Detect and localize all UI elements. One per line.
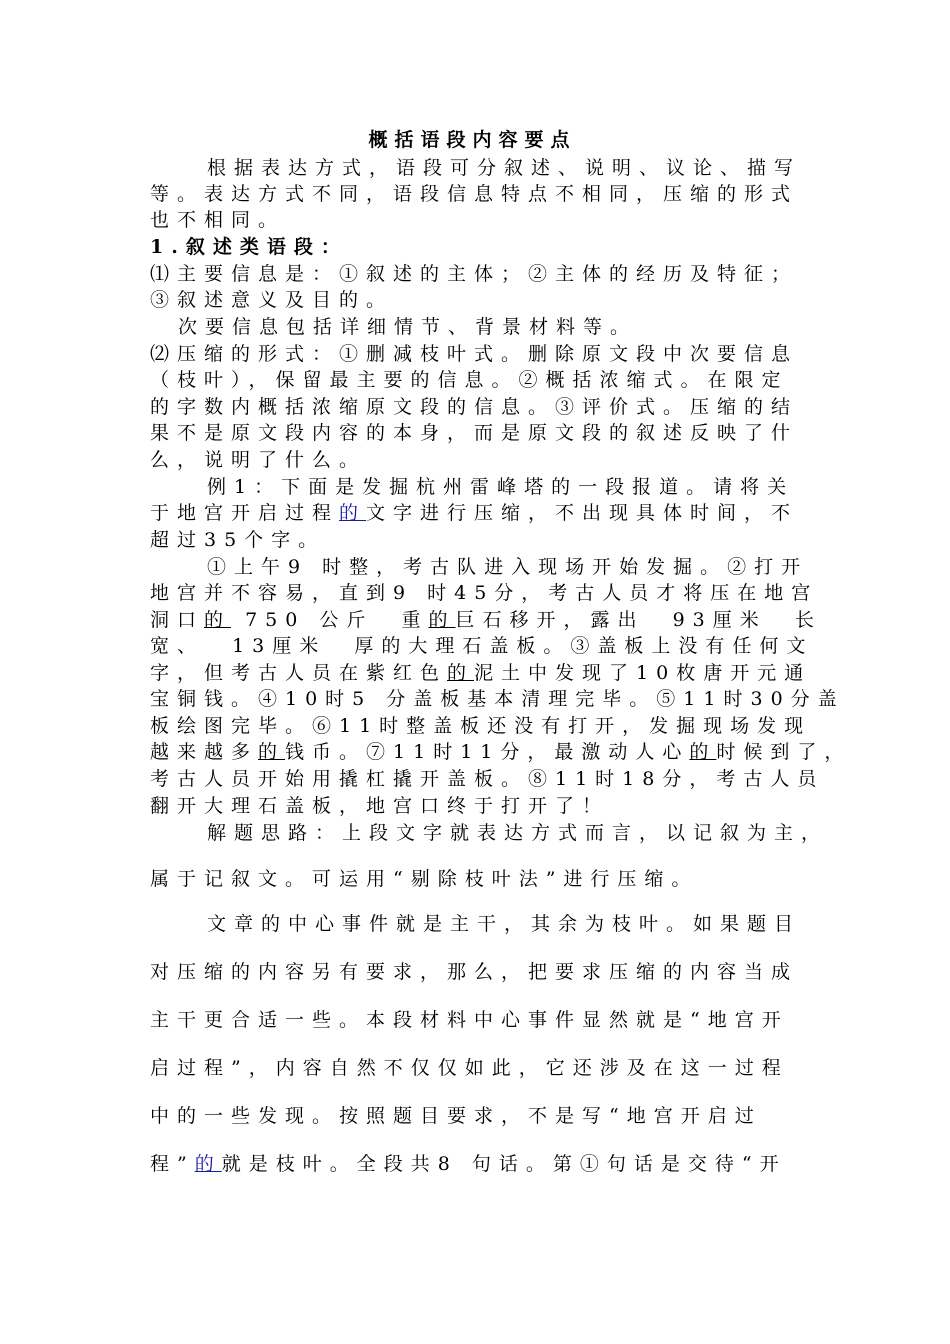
passage-line: 考古人员开始用撬杠撬开盖板。⑧11时18分，考古人员	[150, 768, 825, 790]
analysis-line: 文章的中心事件就是主干，其余为枝叶。如果题目	[207, 913, 802, 935]
text-span: 程”	[150, 1153, 195, 1175]
text-span: 于地宫开启过程	[150, 502, 340, 524]
example-line: 例1：下面是发掘杭州雷峰塔的一段报道。请将关	[207, 476, 795, 498]
section-heading: 1.叙述类语段：	[150, 236, 348, 258]
passage-line: 地宫并不容易，直到9 时45分，考古人员才将压在地宫	[150, 582, 819, 604]
text-span: 字，但考古人员在紫红色	[150, 662, 448, 684]
text-span: 越来越多	[150, 741, 259, 763]
text-span: 钱币。⑦11时11分，最激动人心	[285, 741, 690, 763]
hyperlink[interactable]: 的	[339, 502, 367, 524]
passage-line: ①上午9 时整，考古队进入现场开始发掘。②打开	[207, 556, 809, 578]
text-span: 巨石移开，露出 93厘米 长	[455, 609, 822, 631]
text-span: 就是枝叶。全段共8 句话。第①句话是交待“开	[221, 1153, 787, 1175]
analysis-line: 启过程”，内容自然不仅仅如此，它还涉及在这一过程	[150, 1057, 789, 1079]
paragraph-line: 的字数内概括浓缩原文段的信息。③评价式。压缩的结	[150, 396, 799, 418]
underlined-text: 的	[447, 662, 475, 684]
text-span: 文字进行压缩，不出现具体时间，不	[366, 502, 799, 524]
paragraph-line: 次要信息包括详细情节、背景材料等。	[178, 316, 638, 338]
passage-line: 宝铜钱。④10时5 分盖板基本清理完毕。⑤11时30分盖	[150, 688, 845, 710]
underlined-text: 的	[258, 741, 286, 763]
paragraph-line: ③叙述意义及目的。	[150, 289, 394, 311]
passage-line	[150, 660, 812, 686]
passage-line: 翻开大理石盖板，地宫口终于打开了！	[150, 795, 610, 817]
text-span: 洞口	[150, 609, 205, 631]
underlined-text: 的	[689, 741, 717, 763]
passage-line	[150, 739, 852, 765]
text-span: 750 公斤 重	[231, 609, 429, 631]
paragraph-line: ⑴主要信息是：①叙述的主体；②主体的经历及特征；	[150, 263, 799, 285]
hyperlink[interactable]: 的	[194, 1153, 222, 1175]
paragraph-line: 等。表达方式不同，语段信息特点不相同，压缩的形式	[150, 183, 799, 205]
paragraph-line: 也不相同。	[150, 209, 286, 231]
paragraph-line: 果不是原文段内容的本身，而是原文段的叙述反映了什	[150, 422, 799, 444]
paragraph-line: 根据表达方式，语段可分叙述、说明、议论、描写	[207, 157, 802, 179]
paragraph-line: 么，说明了什么。	[150, 449, 367, 471]
analysis-line: 中的一些发现。按照题目要求，不是写“地宫开启过	[150, 1105, 762, 1127]
passage-line: 宽、 13厘米 厚的大理石盖板。③盖板上没有任何文	[150, 635, 814, 657]
paragraph-line: （枝叶），保留最主要的信息。②概括浓缩式。在限定	[150, 369, 789, 391]
example-line	[150, 500, 799, 526]
example-line: 超过35个字。	[150, 529, 326, 551]
passage-line	[150, 607, 822, 633]
analysis-line: 主干更合适一些。本段材料中心事件显然就是“地宫开	[150, 1009, 789, 1031]
text-span: 泥土中发现了10枚唐开元通	[474, 662, 812, 684]
passage-line: 板绘图完毕。⑥11时整盖板还没有打开，发掘现场发现	[150, 715, 812, 737]
analysis-line: 对压缩的内容另有要求，那么，把要求压缩的内容当成	[150, 961, 799, 983]
analysis-line: 解题思路：上段文字就表达方式而言，以记叙为主，	[207, 822, 829, 844]
page-title: 概括语段内容要点	[368, 129, 577, 151]
text-span: 时候到了，	[716, 741, 852, 763]
underlined-text: 的	[204, 609, 232, 631]
underlined-text: 的	[428, 609, 456, 631]
analysis-line: 属于记叙文。可运用“剔除枝叶法”进行压缩。	[150, 868, 699, 890]
paragraph-line: ⑵压缩的形式：①删减枝叶式。删除原文段中次要信息	[150, 343, 799, 365]
analysis-line	[150, 1151, 795, 1177]
